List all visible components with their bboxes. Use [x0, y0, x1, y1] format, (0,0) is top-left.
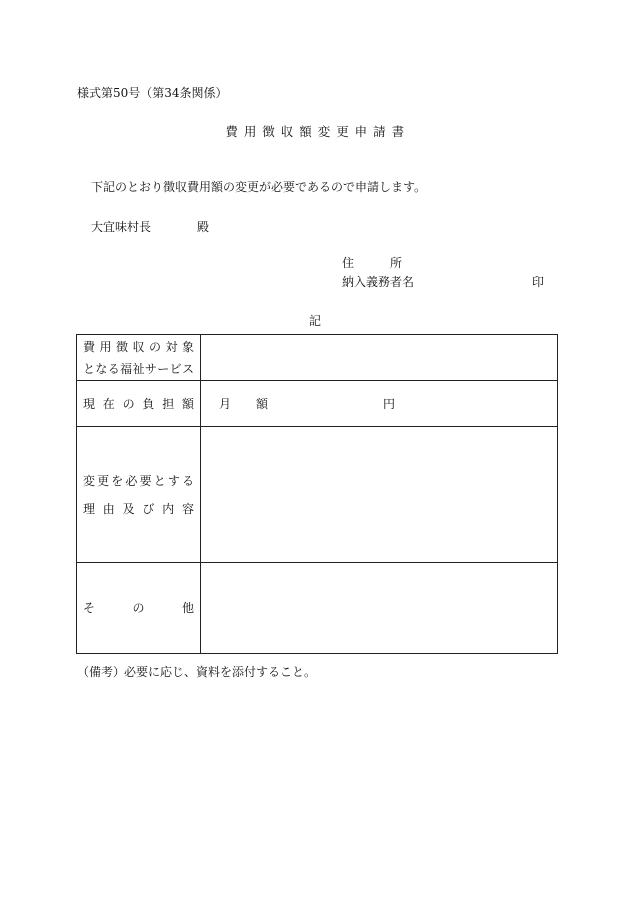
service-label-line1: 費用徴収の対象 — [83, 339, 194, 354]
service-value-cell[interactable] — [201, 335, 558, 381]
service-label-cell — [77, 335, 201, 381]
current-label-cell — [77, 381, 201, 427]
other-label-cell — [77, 563, 201, 654]
month-label: 月 — [219, 397, 232, 411]
addressee-honorific: 殿 — [197, 220, 210, 234]
monthly-amount — [201, 395, 557, 412]
applicant-name-label: 納入義務者名 — [342, 275, 415, 289]
yen-label: 円 — [383, 397, 396, 411]
service-label-line2: となる福祉サービス — [83, 361, 194, 376]
form-number: 様式第50号（第34条関係） — [77, 86, 228, 100]
intro-text: 下記のとおり徴収費用額の変更が必要であるので申請します。 — [91, 180, 427, 194]
table-row-change-reason — [77, 427, 558, 563]
current-label: 現在の負担額 — [83, 396, 194, 411]
note-text: 必要に応じ、資料を添付すること。 — [124, 665, 317, 679]
table-row-service — [77, 335, 558, 381]
document-title: 費 用 徴 収 額 変 更 申 請 書 — [225, 124, 405, 139]
note-label: （備考） — [77, 665, 126, 679]
addressee-name: 大宜味村長 — [91, 220, 152, 234]
change-label-line2: 理由及び内容 — [83, 501, 194, 516]
change-value-cell[interactable] — [201, 427, 558, 563]
details-table — [76, 334, 558, 654]
addressee — [91, 218, 209, 235]
change-label-cell — [77, 427, 201, 563]
seal-mark: 印 — [532, 275, 545, 289]
change-label-line1: 変更を必要とする — [83, 473, 194, 488]
other-value-cell[interactable] — [201, 563, 558, 654]
table-row-other — [77, 563, 558, 654]
table-row-current-amount — [77, 381, 558, 427]
applicant-address-label: 住 所 — [342, 256, 403, 270]
current-value-cell[interactable] — [201, 381, 558, 427]
ki-heading: 記 — [308, 314, 321, 328]
other-label: そ の 他 — [83, 601, 194, 615]
amount-label: 額 — [256, 397, 269, 411]
